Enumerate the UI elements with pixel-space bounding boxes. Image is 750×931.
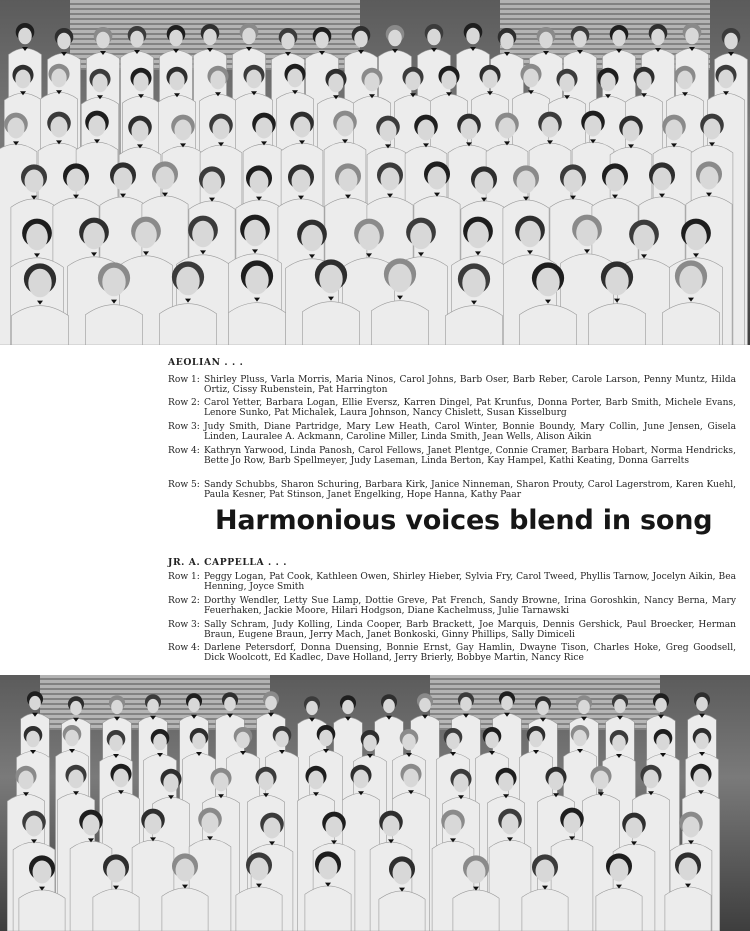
- choir-figures-bottom: [0, 675, 750, 931]
- row-names: Shirley Pluss, Varla Morris, Maria Ninos, Carol Johns, Barb Oser, Barb Reber, Carole Larson, Penny Muntz, Hilda Ortiz, Cissy Rubenstein, Pat Harrington: [204, 375, 736, 396]
- row-label: Row 2:: [168, 398, 200, 408]
- row-label: Row 3:: [168, 620, 200, 630]
- row-names: Darlene Petersdorf, Donna Duensing, Bonnie Ernst, Gay Hamlin, Dwayne Tison, Charles Hoke, Greg Goodsell, Dick Woolcott, Ed Kadlec, Dave Holland, Jerry Brierly, Bobbye Martin, Nancy Rice: [204, 643, 736, 664]
- aeolian-row-2: [168, 398, 736, 419]
- jr-cappella-row-2: [168, 596, 736, 617]
- row-label: Row 1:: [168, 572, 200, 582]
- row-label: Row 3:: [168, 422, 200, 432]
- row-label: Row 5:: [168, 480, 200, 490]
- row-names: Dorthy Wendler, Letty Sue Lamp, Dottie Greve, Pat French, Sandy Browne, Irina Goroshkin, Nancy Berna, Mary Feuerhaken, Jackie Moore, Hilari Hodgson, Diane Kachelmuss, Julie Tarnawski: [204, 596, 736, 617]
- aeolian-title: AEOLIAN . . .: [168, 357, 244, 368]
- row-names: Judy Smith, Diane Partridge, Mary Lew Heath, Carol Winter, Bonnie Boundy, Mary Collin, June Jensen, Gisela Linden, Lauralee A. Ackmann, Caroline Miller, Linda Smith, Jean Wells, Alison Aikin: [204, 422, 736, 443]
- row-names: Carol Yetter, Barbara Logan, Ellie Eversz, Karren Dingel, Pat Krunfus, Donna Porter, Barb Smith, Michele Evans, Lenore Sunko, Pat Michalek, Laura Johnson, Nancy Chislett, Susan Kisselburg: [204, 398, 736, 419]
- jr-cappella-row-4: [168, 643, 736, 664]
- aeolian-row-5: [168, 480, 736, 501]
- choir-figures-top: [0, 0, 750, 345]
- caption-block: [0, 345, 750, 675]
- row-names: Sandy Schubbs, Sharon Schuring, Barbara Kirk, Janice Ninneman, Sharon Prouty, Carol Lagerstrom, Karen Kuehl, Paula Kesner, Pat Stinson, Janet Engelking, Hope Hanna, Kathy Paar: [204, 480, 736, 501]
- aeolian-row-3: [168, 422, 736, 443]
- jr-cappella-choir-photo: [0, 675, 750, 931]
- row-label: Row 2:: [168, 596, 200, 606]
- row-label: Row 4:: [168, 446, 200, 456]
- row-label: Row 1:: [168, 375, 200, 385]
- row-names: Sally Schram, Judy Kolling, Linda Cooper, Barb Brackett, Joe Marquis, Dennis Gershick, Paul Broecker, Herman Braun, Eugene Braun, Jerry Mach, Janet Bonkoski, Ginny Phillips, Sally Dimiceli: [204, 620, 736, 641]
- jr-cappella-row-1: [168, 572, 736, 593]
- page-headline: Harmonious voices blend in song: [215, 505, 713, 536]
- jr-cappella-row-3: [168, 620, 736, 641]
- row-names: Peggy Logan, Pat Cook, Kathleen Owen, Shirley Hieber, Sylvia Fry, Carol Tweed, Phyllis Tarnow, Jocelyn Aikin, Bea Henning, Joyce Smith: [204, 572, 736, 593]
- aeolian-choir-photo: [0, 0, 750, 345]
- jr-cappella-title: JR. A. CAPPELLA . . .: [168, 557, 288, 568]
- row-names: Kathryn Yarwood, Linda Panosh, Carol Fellows, Janet Plentge, Connie Cramer, Barbara Hobart, Norma Hendricks, Bette Jo Row, Barb Spellmeyer, Judy Laseman, Linda Berton, Kay Hampel, Kathi Keating, Donna Garrelts: [204, 446, 736, 467]
- row-label: Row 4:: [168, 643, 200, 653]
- aeolian-row-4: [168, 446, 736, 467]
- aeolian-row-1: [168, 375, 736, 396]
